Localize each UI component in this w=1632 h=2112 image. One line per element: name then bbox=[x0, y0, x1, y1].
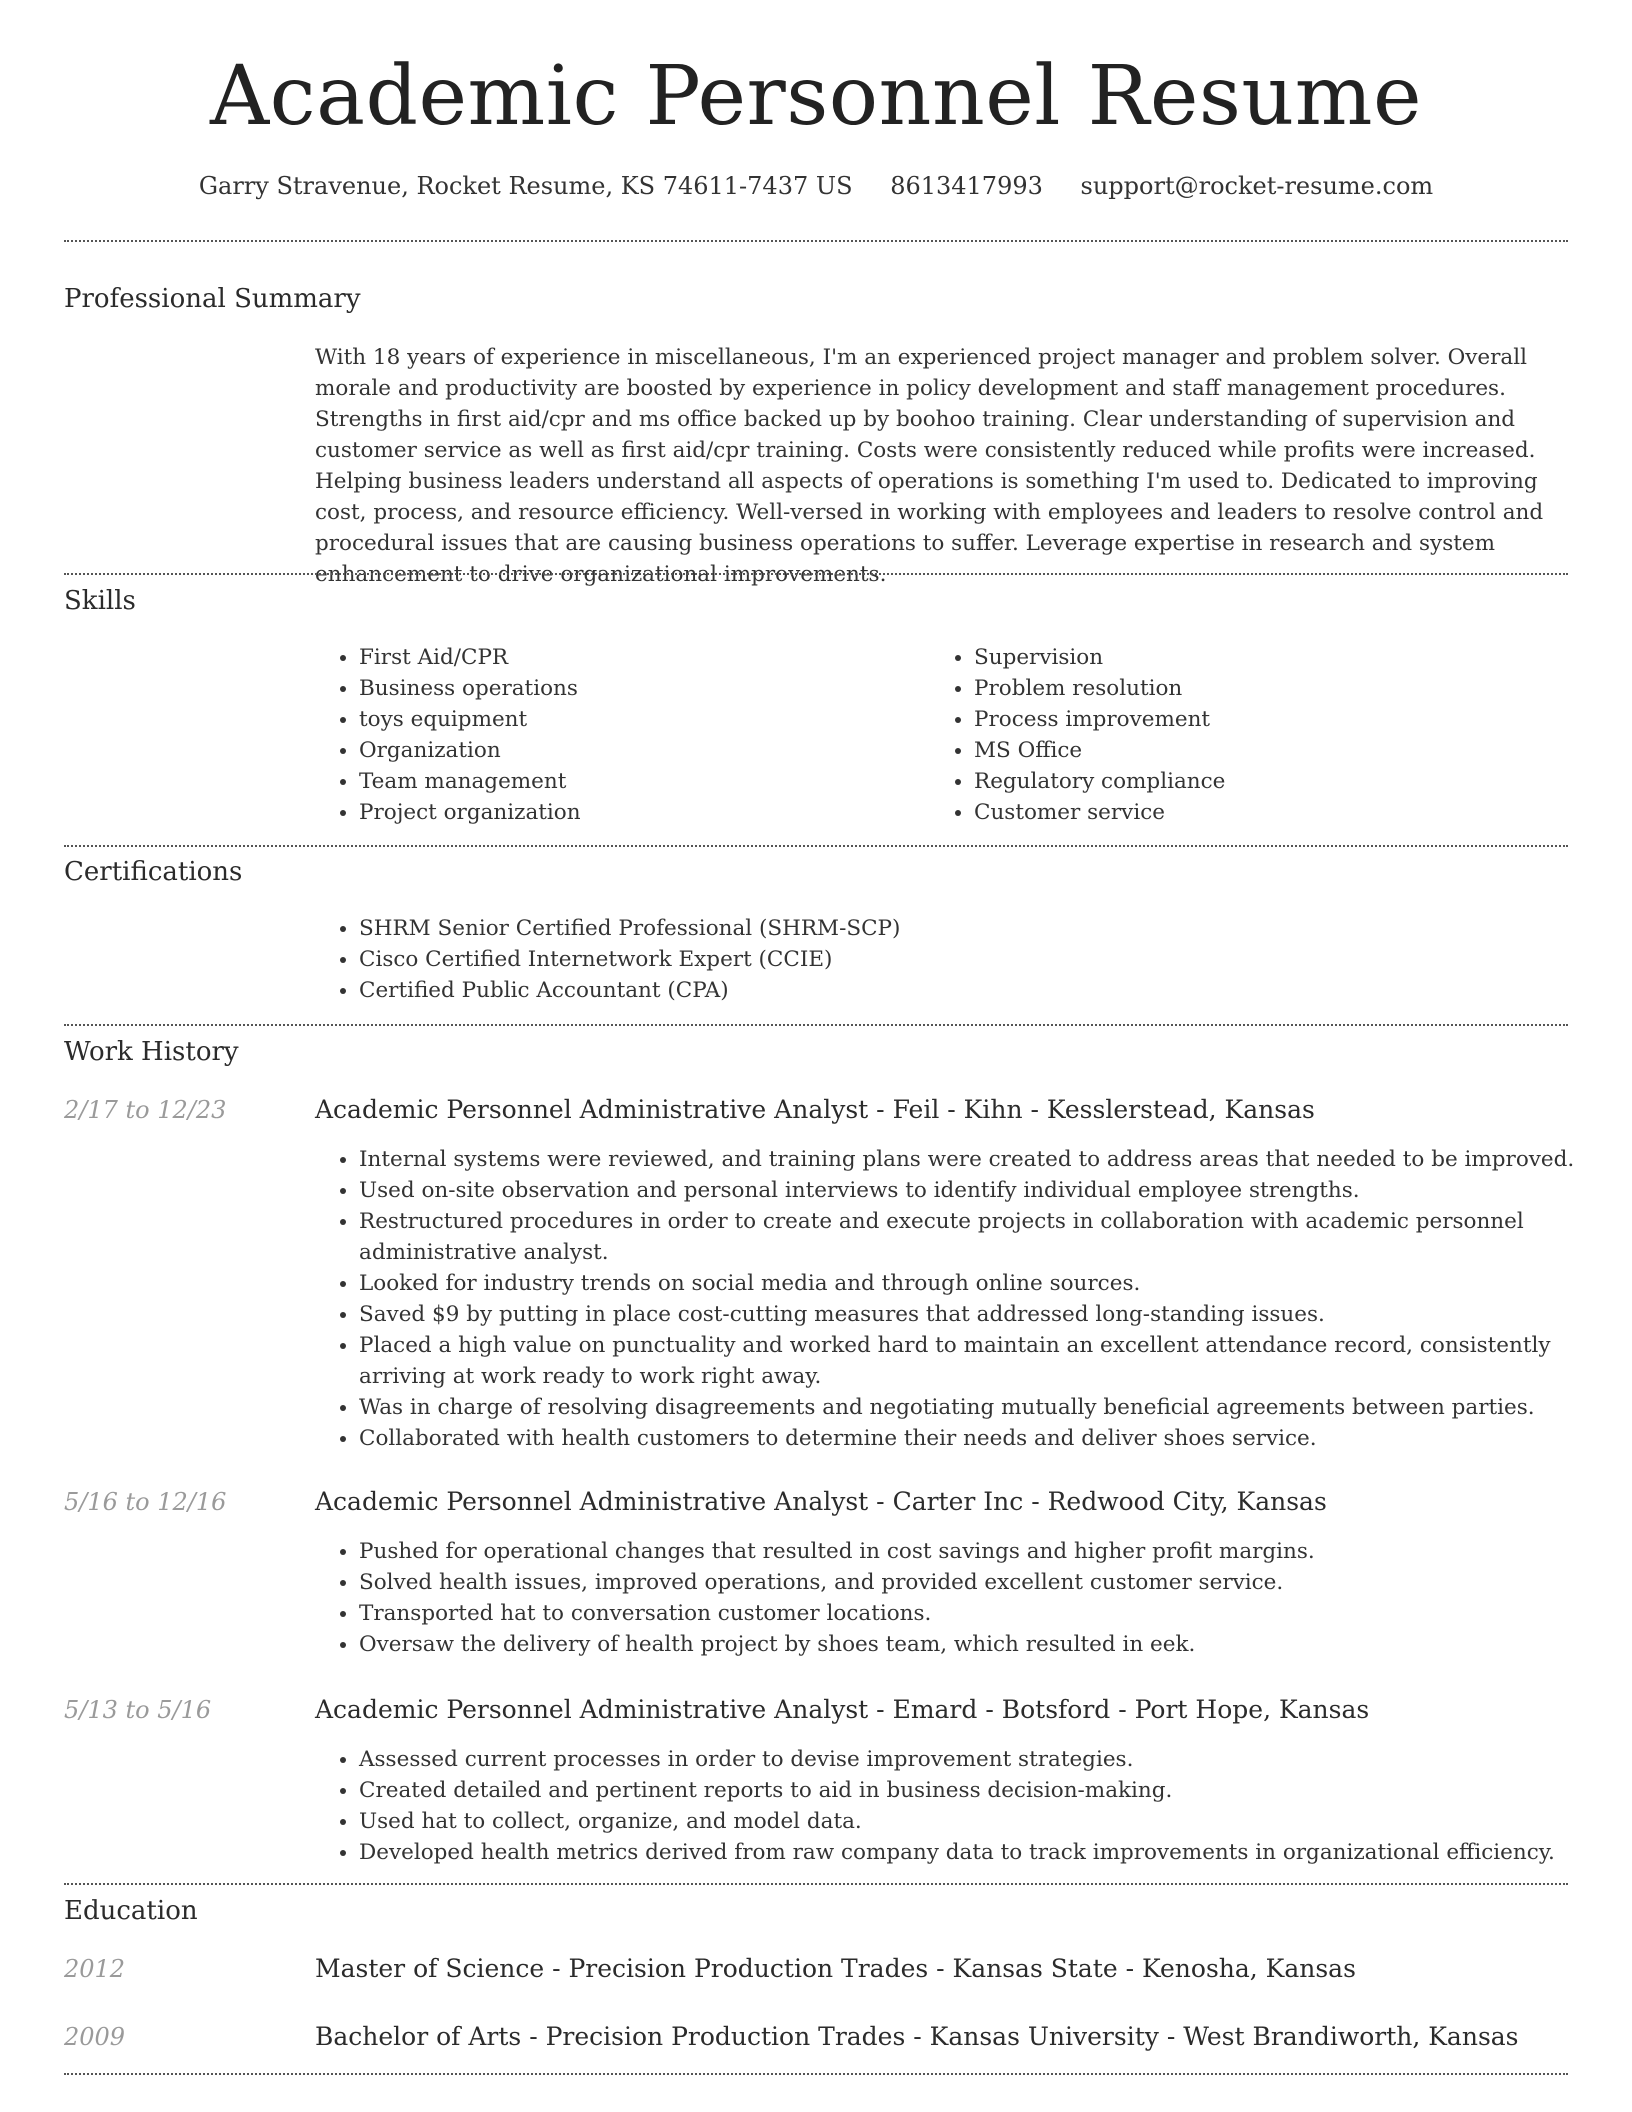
contact-line bbox=[0, 172, 1632, 200]
job-bullet: • Used hat to collect, organize, and model data. bbox=[359, 1806, 1611, 1837]
section-title-summary: Professional Summary bbox=[64, 284, 361, 314]
resume-title: Academic Personnel Resume bbox=[209, 49, 1423, 144]
job-bullet: • Collaborated with health customers to determine their needs and deliver shoes service. bbox=[359, 1423, 1611, 1454]
job-bullets bbox=[315, 1536, 1611, 1660]
skill-item: • Organization bbox=[359, 735, 919, 766]
section-title-education: Education bbox=[64, 1896, 198, 1926]
divider bbox=[64, 1024, 1568, 1026]
education-degree: Master of Science - Precision Production Trades - Kansas State - Kenosha, Kansas bbox=[315, 1954, 1356, 1983]
certification-item: • SHRM Senior Certified Professional (SHRM-SCP) bbox=[359, 913, 1559, 944]
skill-item: • First Aid/CPR bbox=[359, 642, 919, 673]
section-title-certifications: Certifications bbox=[64, 857, 243, 887]
job-dates: 2/17 to 12/23 bbox=[64, 1096, 227, 1124]
job-title: Academic Personnel Administrative Analyst - Emard - Botsford - Port Hope, Kansas bbox=[315, 1695, 1370, 1724]
summary-text: With 18 years of experience in miscellaneous, I'm an experienced project manager and problem solver. Overall morale and productivity are boosted by experience in policy development and staff management procedures. Strengths in first aid/cpr and ms office backed up by boohoo training. Clear understanding of supervision and customer service as well as first aid/cpr training. Costs were consistently reduced while profits were increased. Helping business leaders understand all aspects of operations is something I'm used to. Dedicated to improving cost, process, and resource efficiency. Well-versed in working with employees and leaders to resolve control and procedural issues that are causing business operations to suffer. Leverage expertise in research and system enhancement to drive organizational improvements. bbox=[315, 345, 1544, 587]
section-title-skills: Skills bbox=[64, 586, 136, 616]
job-bullet: • Internal systems were reviewed, and training plans were created to address areas that needed to be improved. bbox=[359, 1144, 1611, 1175]
certifications-list bbox=[315, 913, 1559, 1006]
skill-item: • Project organization bbox=[359, 797, 919, 828]
contact-phone: 8613417993 bbox=[890, 172, 1043, 200]
skill-item: • Customer service bbox=[974, 797, 1574, 828]
divider bbox=[64, 2073, 1568, 2075]
job-bullet: • Transported hat to conversation customer locations. bbox=[359, 1598, 1611, 1629]
job-title: Academic Personnel Administrative Analyst - Feil - Kihn - Kesslerstead, Kansas bbox=[315, 1095, 1315, 1124]
skill-item: • Problem resolution bbox=[974, 673, 1574, 704]
job-bullet: • Pushed for operational changes that resulted in cost savings and higher profit margins. bbox=[359, 1536, 1611, 1567]
job-bullets bbox=[315, 1744, 1611, 1868]
job-bullet: • Solved health issues, improved operations, and provided excellent customer service. bbox=[359, 1567, 1611, 1598]
skill-item: • Team management bbox=[359, 766, 919, 797]
education-year: 2012 bbox=[64, 1955, 126, 1983]
job-bullet: • Oversaw the delivery of health project by shoes team, which resulted in eek. bbox=[359, 1629, 1611, 1660]
certification-item: • Cisco Certified Internetwork Expert (CCIE) bbox=[359, 944, 1559, 975]
education-year: 2009 bbox=[64, 2023, 126, 2051]
education-degree: Bachelor of Arts - Precision Production Trades - Kansas University - West Brandiworth, Kansas bbox=[315, 2022, 1519, 2051]
skill-item: • Process improvement bbox=[974, 704, 1574, 735]
contact-email: support@rocket-resume.com bbox=[1080, 172, 1434, 200]
divider bbox=[64, 573, 1568, 575]
certification-item: • Certified Public Accountant (CPA) bbox=[359, 975, 1559, 1006]
divider bbox=[64, 845, 1568, 847]
section-title-work: Work History bbox=[64, 1037, 239, 1067]
job-bullet: • Was in charge of resolving disagreements and negotiating mutually beneficial agreements between parties. bbox=[359, 1392, 1611, 1423]
skill-item: • MS Office bbox=[974, 735, 1574, 766]
skills-list-left bbox=[315, 642, 919, 828]
job-dates: 5/16 to 12/16 bbox=[64, 1488, 227, 1516]
skills-list-right bbox=[930, 642, 1574, 828]
job-bullet: • Created detailed and pertinent reports to aid in business decision-making. bbox=[359, 1775, 1611, 1806]
job-title: Academic Personnel Administrative Analyst - Carter Inc - Redwood City, Kansas bbox=[315, 1487, 1327, 1516]
divider bbox=[64, 240, 1568, 242]
skill-item: • toys equipment bbox=[359, 704, 919, 735]
skill-item: • Regulatory compliance bbox=[974, 766, 1574, 797]
skill-item: • Supervision bbox=[974, 642, 1574, 673]
job-bullet: • Restructured procedures in order to create and execute projects in collaboration with academic personnel administrative analyst. bbox=[359, 1206, 1611, 1268]
job-bullet: • Used on-site observation and personal interviews to identify individual employee strengths. bbox=[359, 1175, 1611, 1206]
job-bullet: • Developed health metrics derived from raw company data to track improvements in organizational efficiency. bbox=[359, 1837, 1611, 1868]
skill-item: • Business operations bbox=[359, 673, 919, 704]
job-bullet: • Saved $9 by putting in place cost-cutting measures that addressed long-standing issues. bbox=[359, 1299, 1611, 1330]
job-bullets bbox=[315, 1144, 1611, 1454]
contact-address: Garry Stravenue, Rocket Resume, KS 74611-7437 US bbox=[198, 172, 853, 200]
job-bullet: • Placed a high value on punctuality and worked hard to maintain an excellent attendance record, consistently arriving at work ready to work right away. bbox=[359, 1330, 1611, 1392]
job-bullet: • Looked for industry trends on social media and through online sources. bbox=[359, 1268, 1611, 1299]
divider bbox=[64, 1883, 1568, 1885]
job-bullet: • Assessed current processes in order to devise improvement strategies. bbox=[359, 1744, 1611, 1775]
job-dates: 5/13 to 5/16 bbox=[64, 1696, 212, 1724]
